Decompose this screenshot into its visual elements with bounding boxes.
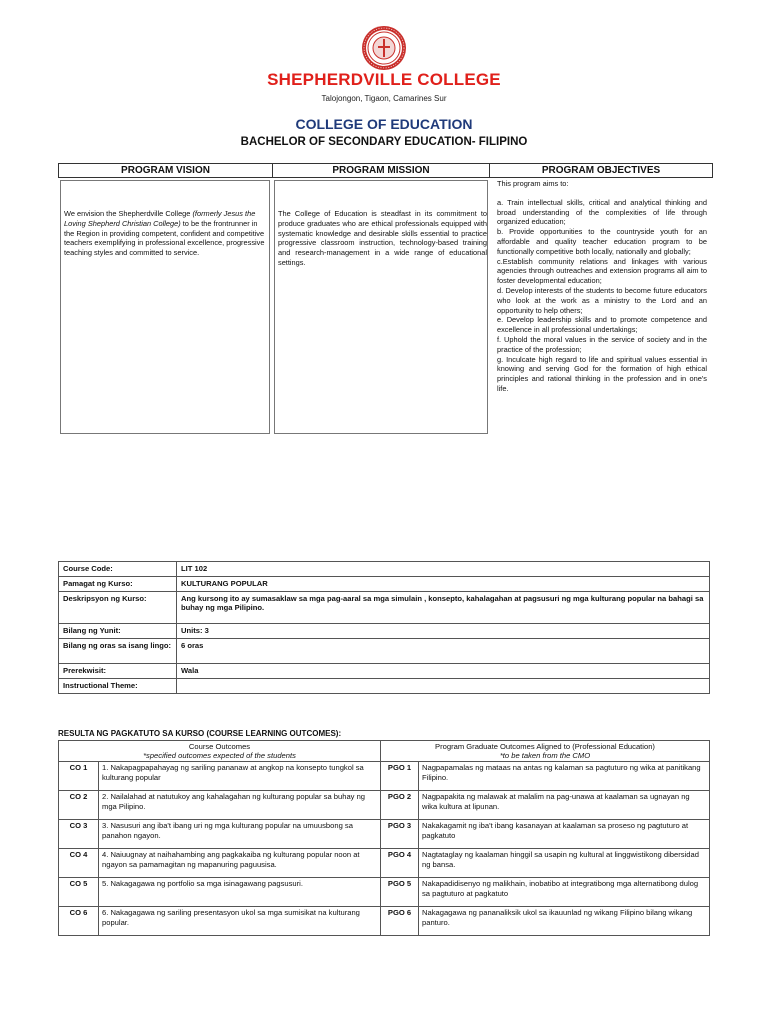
vision-text-end: to be the frontrunner in the Region in providing competent, confident and competitive teachers exemplifying in professional excellence, progressive teaching styles and committed to service.	[64, 218, 265, 258]
course-outcome-text: 2. Nailalahad at natutukoy ang kahalagahan ng kulturang popular sa buhay ng mga Pilipino.	[99, 791, 381, 820]
course-info-row	[59, 592, 710, 624]
outcome-row	[59, 820, 710, 849]
course-info-label: Instructional Theme:	[59, 679, 177, 694]
program-outcome-text: Nagpapamalas ng mataas na antas ng kalaman sa pagtuturo ng wika at panitikang Filipino.	[419, 762, 710, 791]
course-outcome-code: CO 1	[59, 762, 99, 791]
pgo-header: Program Graduate Outcomes Aligned to (Professional Education)	[435, 742, 655, 751]
vision-mission-objectives	[58, 163, 713, 441]
program-outcome-text: Nakagagawa ng pananaliksik ukol sa ikauunlad ng wikang Filipino bilang wikang panturo.	[419, 907, 710, 936]
program-outcome-code: PGO 3	[381, 820, 419, 849]
program-outcome-code: PGO 5	[381, 878, 419, 907]
program-outcome-text: Nakapadidisenyo ng malikhain, inobatibo at integratibong mga alternatibong dulog sa pagtuturo at pagkatuto	[419, 878, 710, 907]
objective-item: a. Train intellectual skills, critical and analytical thinking and broad understanding of the complexities of life through organized education;	[497, 197, 707, 227]
course-info-label: Deskripsyon ng Kurso:	[59, 592, 177, 624]
objectives-heading: PROGRAM OBJECTIVES	[489, 163, 713, 178]
vision-heading: PROGRAM VISION	[58, 163, 272, 178]
program-outcome-code: PGO 2	[381, 791, 419, 820]
course-info-value: Wala	[177, 664, 710, 679]
course-info-label: Prerekwisit:	[59, 664, 177, 679]
program-outcome-text: Nagtataglay ng kaalaman hinggil sa usapin ng kultural at linggwistikong dibersidad ng bansa.	[419, 849, 710, 878]
program-outcome-text: Nagpapakita ng malawak at malalim na pag-unawa at kaalaman sa ugnayan ng wika kultura at lipunan.	[419, 791, 710, 820]
course-info-value	[177, 679, 710, 694]
outcome-row	[59, 849, 710, 878]
objective-item: d. Develop interests of the students to become future educators who look at the work as a ministry to the Lord and an opportunity to help others;	[497, 285, 707, 315]
program-outcome-code: PGO 1	[381, 762, 419, 791]
college-name: SHEPHERDVILLE COLLEGE	[267, 70, 501, 89]
course-info-label: Bilang ng Yunit:	[59, 624, 177, 639]
course-info-value: KULTURANG POPULAR	[177, 577, 710, 592]
objective-item: f. Uphold the moral values in the service of society and in the practice of the profession;	[497, 334, 707, 354]
outcomes-table	[58, 740, 710, 936]
pgo-subheader: *to be taken from the CMO	[499, 751, 591, 760]
objective-item: g. Inculcate high regard to life and spiritual values essential in knowing and serving God for the formation of high ethical principles and rational thinking in the profession and in one's life.	[497, 354, 707, 393]
objective-item: e. Develop leadership skills and to promote competence and excellence in all professional undertakings;	[497, 315, 707, 335]
college-address: Talojongon, Tigaon, Camarines Sur	[321, 94, 447, 103]
department-title: COLLEGE OF EDUCATION	[295, 116, 473, 132]
program-title: BACHELOR OF SECONDARY EDUCATION- FILIPINO	[240, 136, 528, 148]
co-header: Course Outcomes	[188, 742, 251, 751]
outcomes-header-row	[59, 741, 710, 762]
course-info-label: Bilang ng oras sa isang lingo:	[59, 639, 177, 664]
course-outcome-text: 5. Nakagagawa ng portfolio sa mga isinagawang pagsusuri.	[99, 878, 381, 907]
outcome-row	[59, 762, 710, 791]
course-info-row	[59, 577, 710, 592]
course-outcome-text: 6. Nakagagawa ng sariling presentasyon ukol sa mga sumisikat na kulturang popular.	[99, 907, 381, 936]
objectives-intro: This program aims to:	[497, 179, 569, 188]
outcomes-title: RESULTA NG PAGKATUTO SA KURSO (COURSE LEARNING OUTCOMES):	[58, 729, 342, 738]
mission-heading: PROGRAM MISSION	[272, 163, 489, 178]
course-outcome-code: CO 2	[59, 791, 99, 820]
course-outcome-text: 4. Naiuugnay at naihahambing ang pagkakaiba ng kulturang popular noon at ngayon sa pamamagitan ng mapanuring paguusisa.	[99, 849, 381, 878]
co-subheader: *specified outcomes expected of the students	[143, 751, 296, 760]
pgo-header-cell	[381, 741, 710, 762]
program-outcome-text: Nakakagamit ng iba't ibang kasanayan at kaalaman sa proseso ng pagtuturo at pagkatuto	[419, 820, 710, 849]
objectives-list	[497, 198, 707, 394]
outcome-row	[59, 878, 710, 907]
college-seal-icon	[361, 25, 407, 71]
objectives-content	[497, 179, 707, 394]
course-outcome-code: CO 3	[59, 820, 99, 849]
vision-text	[64, 209, 268, 258]
course-info-label: Course Code:	[59, 562, 177, 577]
course-info-value: Ang kursong ito ay sumasaklaw sa mga pag-aaral sa mga simulain , konsepto, kahalagahan at pagsusuri ng mga kulturang popular na bahagi sa buhay ng mga Pilipino.	[177, 592, 710, 624]
mission-text: The College of Education is steadfast in its commitment to produce graduates who are ethical professionals equipped with systematic knowledge and desirable skills essential to practice progressive classroom instruction, technology-based training and research-management in a wide range of educational settings.	[278, 209, 487, 267]
course-info-table	[58, 561, 710, 694]
course-outcome-text: 1. Nakapagpapahayag ng sariling pananaw at angkop na konsepto tungkol sa kulturang popular	[99, 762, 381, 791]
course-info-row	[59, 679, 710, 694]
course-outcome-code: CO 4	[59, 849, 99, 878]
outcome-row	[59, 791, 710, 820]
outcome-row	[59, 907, 710, 936]
course-info-value: LIT 102	[177, 562, 710, 577]
course-outcome-text: 3. Nasusuri ang iba't ibang uri ng mga kulturang popular na umuusbong sa panahon ngayon.	[99, 820, 381, 849]
course-info-row	[59, 664, 710, 679]
objective-item: b. Provide opportunities to the countryside youth for an affordable and quality teacher education program to be functionally competitive both locally, nationally and globally;	[497, 227, 707, 256]
course-info-value: 6 oras	[177, 639, 710, 664]
course-info-row	[59, 639, 710, 664]
vision-text-former-name: (formerly Jesus the Loving Shepherd Christian College)	[64, 209, 256, 228]
objective-item: c.Establish community relations and linkages with various agencies through outreaches and extension programs all aim to foster developmental education;	[497, 256, 707, 286]
course-info-value: Units: 3	[177, 624, 710, 639]
course-info-row	[59, 624, 710, 639]
program-outcome-code: PGO 6	[381, 907, 419, 936]
course-outcome-code: CO 5	[59, 878, 99, 907]
course-info-row	[59, 562, 710, 577]
vision-text-start: We envision the Shepherdville College	[64, 209, 193, 218]
course-outcome-code: CO 6	[59, 907, 99, 936]
program-outcome-code: PGO 4	[381, 849, 419, 878]
course-info-label: Pamagat ng Kurso:	[59, 577, 177, 592]
co-header-cell	[59, 741, 381, 762]
